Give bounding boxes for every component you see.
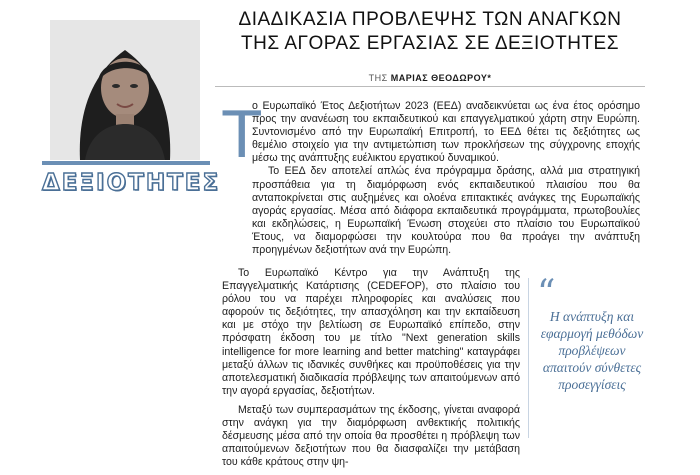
- pull-quote-text: Η ανάπτυξη και εφαρμογή μεθόδων προβλέψεων απαιτούν σύνθετες προσεγγίσεις: [540, 309, 644, 392]
- byline-divider: [215, 86, 645, 87]
- byline: [215, 73, 645, 83]
- headline-line-1: ΔΙΑΔΙΚΑΣΙΑ ΠΡΟΒΛΕΨΗΣ ΤΩΝ ΑΝΑΓΚΩΝ: [238, 9, 622, 30]
- drop-cap: Τ: [221, 96, 263, 172]
- headline: [215, 8, 645, 56]
- pull-quote: [528, 273, 651, 438]
- paragraph-2: Το ΕΕΔ δεν αποτελεί απλώς ένα πρόγραμμα δράσης, αλλά μια στρατηγική προσπάθεια για τη διαμόρφωση ενός εκπαιδευτικού πλαισίου που θα ανταποκρίνεται στις αυξημένες και ολοένα επιτακτικές ανάγκες της Ευρωπαϊκής αγοράς εργασίας. Μέσα από διάφορα εκπαιδευτικά προγράμματα, πρωτοβουλίες και εκδηλώσεις, η Ευρωπαϊκή Ένωση στοχεύει στο πλαίσιο του Ευρωπαϊκού Έτους, να διαμορφώσει την κουλτούρα που θα προάγει την ανάπτυξη προηγμένων δεξιοτήτων ανά την Ευρώπη.: [252, 165, 640, 257]
- article-body-wide: [252, 100, 640, 257]
- paragraph-3: Το Ευρωπαϊκό Κέντρο για την Ανάπτυξη της Επαγγελματικής Κατάρτισης (CEDEFOP), στο πλαίσιο του ρόλου του να παρέχει πληροφορίες και αναλύσεις που αφορούν τις δεξιότητες, την απασχόληση και την εκπαίδευση και με στόχο την βελτίωση σε Ευρωπαϊκό επίπεδο, στην πρόσφατη έκδοση του με τίτλο "Next generation skills intelligence for more learning and better matching" καταγράφει μεταξύ άλλων τις ιδανικές συνθήκες και προϋποθέσεις για την αποτελεσματική διαδικασία πρόβλεψης των απαιτούμενων από την αγορά εργασίας, δεξιοτήτων.: [222, 267, 520, 397]
- byline-prefix: ΤΗΣ: [368, 73, 388, 83]
- quote-mark-icon: “: [537, 273, 556, 314]
- author-photo: [50, 20, 200, 160]
- paragraph-4: Μεταξύ των συμπερασμάτων της έκδοσης, γίνεται αναφορά στην ανάγκη για την διαμόρφωση ανθεκτικής πολιτικής δέσμευσης μέσα από την οποία θα προσθέτει η πρόβλεψη των απαιτούμενων δεξιοτήτων που θα διασφαλίζει την μετάβαση του κάθε κράτους στην ψη-: [222, 403, 520, 469]
- byline-author: ΜΑΡΙΑΣ ΘΕΟΔΩΡΟΥ*: [390, 73, 492, 83]
- author-portrait-image: [50, 20, 200, 160]
- headline-line-2: ΤΗΣ ΑΓΟΡΑΣ ΕΡΓΑΣΙΑΣ ΣΕ ΔΕΞΙΟΤΗΤΕΣ: [241, 33, 619, 54]
- section-label: ΔΕΞΙΟΤΗΤΕΣ: [42, 170, 221, 196]
- article-body-narrow: [222, 267, 520, 475]
- paragraph-1: ο Ευρωπαϊκό Έτος Δεξιοτήτων 2023 (ΕΕΔ) αναδεικνύεται ως ένα έτος ορόσημο προς την ανανέωση του εκπαιδευτικού και επαγγελματικού χάρτη στην Ευρώπη. Συντονισμένο από την Ευρωπαϊκή Επιτροπή, το ΕΕΔ θέτει τις δεξιότητες ως θεμέλιο στοιχείο για την αντιμετώπιση των προκλήσεων της σύγχρονης εποχής μέσω της ανάπτυξης ευέλικτου εργατικού δυναμικού.: [252, 100, 640, 165]
- section-rule: [42, 161, 210, 165]
